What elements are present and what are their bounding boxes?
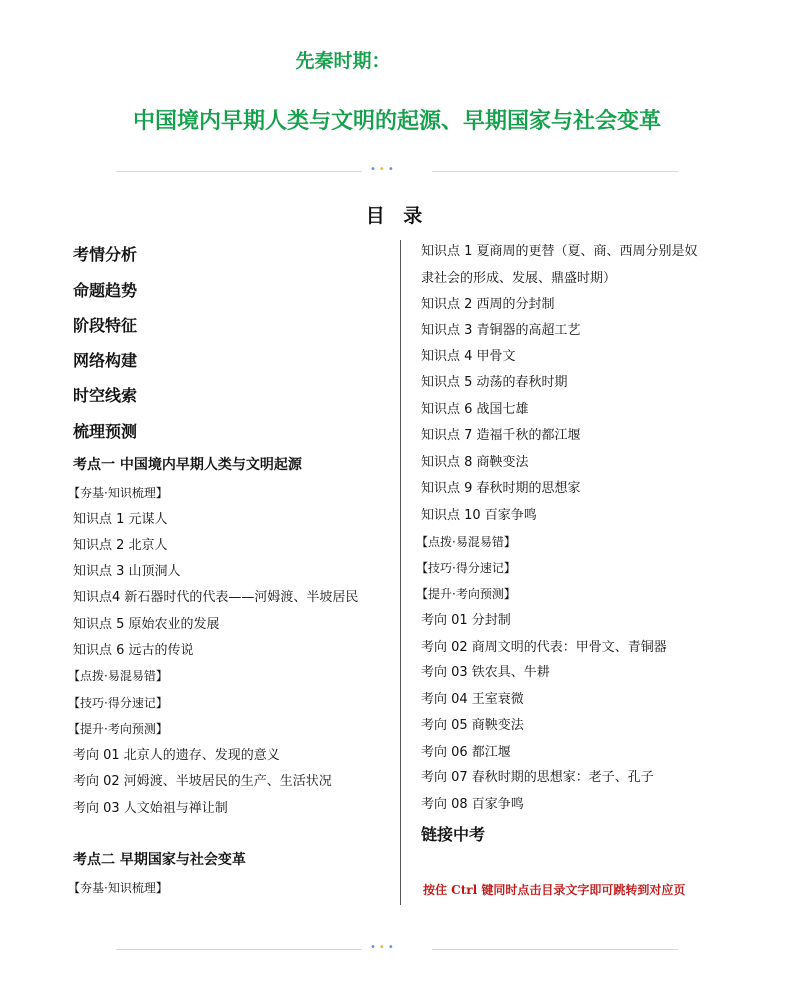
toc-kx-right[interactable]: 考向 06 都江堰 [421,745,511,760]
toc-kp-left[interactable]: 知识点 1 元谋人 [73,512,168,527]
title-line-2: 中国境内早期人类与文明的起源、早期国家与社会变革 [132,109,661,134]
toc-section-analysis[interactable]: 考情分析 [73,245,138,264]
toc-tag-base-2[interactable]: 【夯基·知识梳理】 [68,881,168,895]
toc-kaodian-1[interactable]: 考点一 中国境内早期人类与文明起源 [73,457,302,473]
toc-kp-right[interactable]: 知识点 10 百家争鸣 [421,508,537,523]
toc-section-stage[interactable]: 阶段特征 [73,316,138,335]
toc-tag-skill[interactable]: 【技巧·得分速记】 [68,696,168,710]
column-separator [400,240,401,905]
toc-title: 目 录 [365,205,429,227]
toc-section-trend[interactable]: 命题趋势 [73,281,138,300]
toc-kaodian-2[interactable]: 考点二 早期国家与社会变革 [73,852,246,868]
toc-kp-right[interactable]: 知识点 6 战国七雄 [421,402,529,417]
toc-kp-right-1-cont[interactable]: 隶社会的形成、发展、鼎盛时期） [421,271,617,286]
toc-kp-left[interactable]: 知识点 2 北京人 [73,538,168,553]
toc-kx-right[interactable]: 考向 02 商周文明的代表：甲骨文、青铜器 [421,640,667,655]
toc-tag-point[interactable]: 【点拨·易混易错】 [68,669,168,683]
toc-kp-right[interactable]: 知识点 4 甲骨文 [421,349,516,364]
bottom-divider: ••• [116,945,678,953]
toc-section-network[interactable]: 网络构建 [73,351,138,370]
toc-kp-left[interactable]: 知识点 6 远古的传说 [73,643,194,658]
title-line-1: 先秦时期： [295,50,391,72]
toc-kp-left[interactable]: 知识点 3 山顶洞人 [73,564,181,579]
toc-kp-right[interactable]: 知识点 5 动荡的春秋时期 [421,375,568,390]
toc-kx-right[interactable]: 考向 07 春秋时期的思想家：老子、孔子 [421,770,654,785]
toc-kp-left[interactable]: 知识点4 新石器时代的代表——河姆渡、半坡居民 [73,590,359,605]
toc-section-timeline[interactable]: 时空线索 [73,386,138,405]
toc-kp-right-1[interactable]: 知识点 1 夏商周的更替（夏、商、西周分别是奴 [421,244,698,259]
toc-kp-right[interactable]: 知识点 8 商鞅变法 [421,455,529,470]
toc-tag-point-right[interactable]: 【点拨·易混易错】 [416,535,516,549]
toc-kp-right[interactable]: 知识点 9 春秋时期的思想家 [421,481,581,496]
toc-kx-left[interactable]: 考向 01 北京人的遗存、发现的意义 [73,748,280,763]
toc-tag-skill-right[interactable]: 【技巧·得分速记】 [416,561,516,575]
toc-section-predict[interactable]: 梳理预测 [73,422,138,441]
ctrl-click-hint: 按住 Ctrl 键同时点击目录文字即可跳转到对应页 [423,883,686,897]
toc-kx-right[interactable]: 考向 08 百家争鸣 [421,797,524,812]
toc-kp-right[interactable]: 知识点 7 造福千秋的都江堰 [421,428,581,443]
toc-kx-left[interactable]: 考向 02 河姆渡、半坡居民的生产、生活状况 [73,774,332,789]
toc-tag-base[interactable]: 【夯基·知识梳理】 [68,486,168,500]
toc-kp-left[interactable]: 知识点 5 原始农业的发展 [73,617,220,632]
toc-kp-right[interactable]: 知识点 2 西周的分封制 [421,297,555,312]
toc-kx-left[interactable]: 考向 03 人文始祖与禅让制 [73,801,228,816]
toc-kx-right[interactable]: 考向 05 商鞅变法 [421,718,524,733]
toc-kx-right[interactable]: 考向 04 王室衰微 [421,692,524,707]
top-divider: ••• [116,167,678,175]
toc-link-zhongkao[interactable]: 链接中考 [421,825,486,844]
toc-kx-right[interactable]: 考向 01 分封制 [421,613,511,628]
toc-tag-up[interactable]: 【提升·考向预测】 [68,722,168,736]
toc-kp-right[interactable]: 知识点 3 青铜器的高超工艺 [421,323,581,338]
toc-tag-up-right[interactable]: 【提升·考向预测】 [416,587,516,601]
toc-kx-right[interactable]: 考向 03 铁农具、牛耕 [421,665,550,680]
